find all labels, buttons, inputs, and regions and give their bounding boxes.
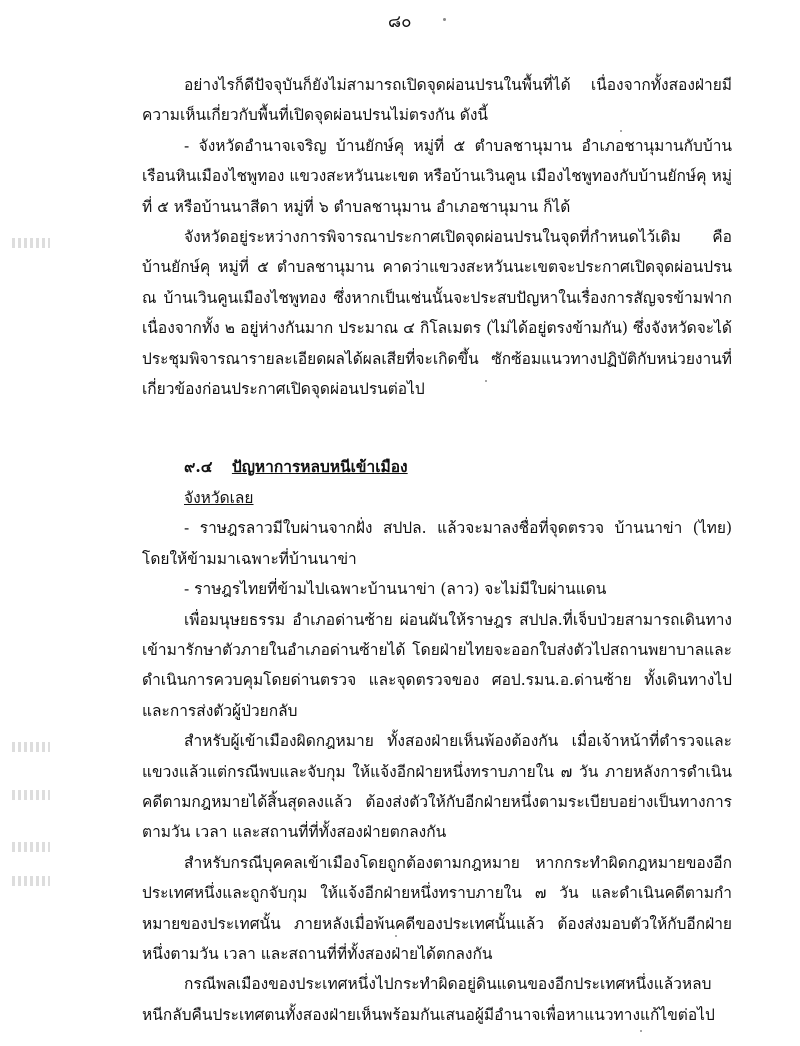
paragraph-humanitarian: เพื่อมนุษยธรรม อำเภอด่านซ้าย ผ่อนผันให้ราษฎร สปปล.ที่เจ็บป่วยสามารถเดินทางเข้ามารักษาตัวภายในอำเภอด่านซ้ายได้ โดยฝ่ายไทยจะออกใบส่งตัวไปสถานพยาบาลและดำเนินการควบคุมโดยด่านตรวจ และจุดตรวจของ ศอป.รมน.อ.ด่านซ้าย ทั้งเดินทางไปและการส่งตัวผู้ป่วยกลับ bbox=[142, 610, 732, 720]
scan-speck bbox=[485, 380, 487, 382]
section-number: ๙.๔ bbox=[184, 457, 213, 477]
paragraph-citizen-flee: กรณีพลเมืองของประเทศหนึ่งไปกระทำผิดอยู่ดินแดนของอีกประเทศหนึ่งแล้วหลบหนีกลับคืนประเทศตนทั้งสองฝ่ายเห็นพร้อมกันเสนอผู้มีอำนาจเพื่อหาแนวทางแก้ไขต่อไป bbox=[142, 975, 715, 1024]
section-title: ปัญหาการหลบหนีเข้าเมือง bbox=[231, 457, 408, 477]
scan-speck bbox=[443, 18, 446, 21]
paragraph-thai-residents: - ราษฎรไทยที่ข้ามไปเฉพาะบ้านนาข่า (ลาว) จะไม่มีใบผ่านแดน bbox=[184, 580, 607, 599]
paragraph-opening-point-disagreement: อย่างไรก็ดีปัจจุบันก็ยังไม่สามารถเปิดจุดผ่อนปรนในพื้นที่ได้ เนื่องจากทั้งสองฝ่ายมีความเห็นเกี่ยวกับพื้นที่เปิดจุดผ่อนปรนไม่ตรงกัน ดังนี้ bbox=[142, 76, 732, 125]
paragraph-lao-residents-pass: - ราษฎรลาวมีใบผ่านจากฝั่ง สปปล. แล้วจะมาลงชื่อที่จุดตรวจ บ้านนาข่า (ไทย) โดยให้ข้ามมาเฉพาะที่บ้านนาข่า bbox=[142, 519, 732, 568]
page-number: ๘๐ bbox=[388, 12, 412, 32]
scan-artifact bbox=[12, 790, 50, 800]
paragraph-illegal-entry: สำหรับผู้เข้าเมืองผิดกฎหมาย ทั้งสองฝ่ายเห็นพ้องต้องกัน เมื่อเจ้าหน้าที่ตำรวจและแขวงแล้วแต่กรณีพบและจับกุม ให้แจ้งอีกฝ่ายหนึ่งทราบภายใน ๗ วัน ภายหลังการดำเนินคดีตามกฎหมายได้สิ้นสุดลงแล้ว ต้องส่งตัวให้กับอีกฝ่ายหนึ่งตามระเบียบอย่างเป็นทางการ ตามวัน เวลา และสถานที่ที่ทั้งสองฝ่ายตกลงกัน bbox=[142, 732, 732, 842]
scan-artifact bbox=[12, 238, 50, 248]
document-body bbox=[142, 70, 732, 1030]
section-spacer bbox=[142, 404, 732, 452]
scan-speck bbox=[640, 1030, 642, 1032]
scan-artifact bbox=[12, 842, 50, 852]
scan-artifact bbox=[12, 876, 50, 886]
province-subheading: จังหวัดเลย bbox=[184, 488, 254, 507]
scan-speck bbox=[620, 130, 622, 132]
paragraph-amnat-charoen-points: - จังหวัดอำนาจเจริญ บ้านยักษ์คุ หมู่ที่ ๕ ตำบลชานุมาน อำเภอชานุมานกับบ้านเรือนหินเมืองไชพูทอง แขวงสะหวันนะเขต หรือบ้านเวินคูน เมืองไชพูทองกับบ้านยักษ์คุ หมู่ที่ ๕ หรือบ้านนาสีดา หมู่ที่ ๖ ตำบลชานุมาน อำเภอชานุมาน ก็ได้ bbox=[142, 136, 732, 216]
paragraph-legal-entry-offense: สำหรับกรณีบุคคลเข้าเมืองโดยถูกต้องตามกฎหมาย หากกระทำผิดกฎหมายของอีกประเทศหนึ่งและถูกจับกุม ให้แจ้งอีกฝ่ายหนึ่งทราบภายใน ๗ วัน และดำเนินคดีตามกำหมายของประเทศนั้น ภายหลังเมื่อพ้นคดีของประเทศนั้นแล้ว ต้องส่งมอบตัวให้กับอีกฝ่ายหนึ่งตามวัน เวลา และสถานที่ที่ทั้งสองฝ่ายได้ตกลงกัน bbox=[142, 853, 732, 963]
scan-speck bbox=[395, 935, 397, 937]
scan-artifact bbox=[12, 742, 50, 752]
section-heading bbox=[142, 452, 732, 482]
paragraph-province-consideration: จังหวัดอยู่ระหว่างการพิจารณาประกาศเปิดจุดผ่อนปรนในจุดที่กำหนดไว้เดิม คือบ้านยักษ์คุ หมู่ที่ ๕ ตำบลชานุมาน คาดว่าแขวงสะหวันนะเขตจะประกาศเปิดจุดผ่อนปรน ณ บ้านเวินคูนเมืองไชพูทอง ซึ่งหากเป็นเช่นนั้นจะประสบปัญหาในเรื่องการสัญจรข้ามฟาก เนื่องจากทั้ง ๒ อยู่ห่างกันมาก ประมาณ ๔ กิโลเมตร (ไม่ได้อยู่ตรงข้ามกัน) ซึ่งจังหวัดจะได้ประชุมพิจารณารายละเอียดผลได้ผลเสียที่จะเกิดขึ้น ซักซ้อมแนวทางปฏิบัติกับหน่วยงานที่เกี่ยวข้องก่อนประกาศเปิดจุดผ่อนปรนต่อไป bbox=[142, 228, 732, 399]
